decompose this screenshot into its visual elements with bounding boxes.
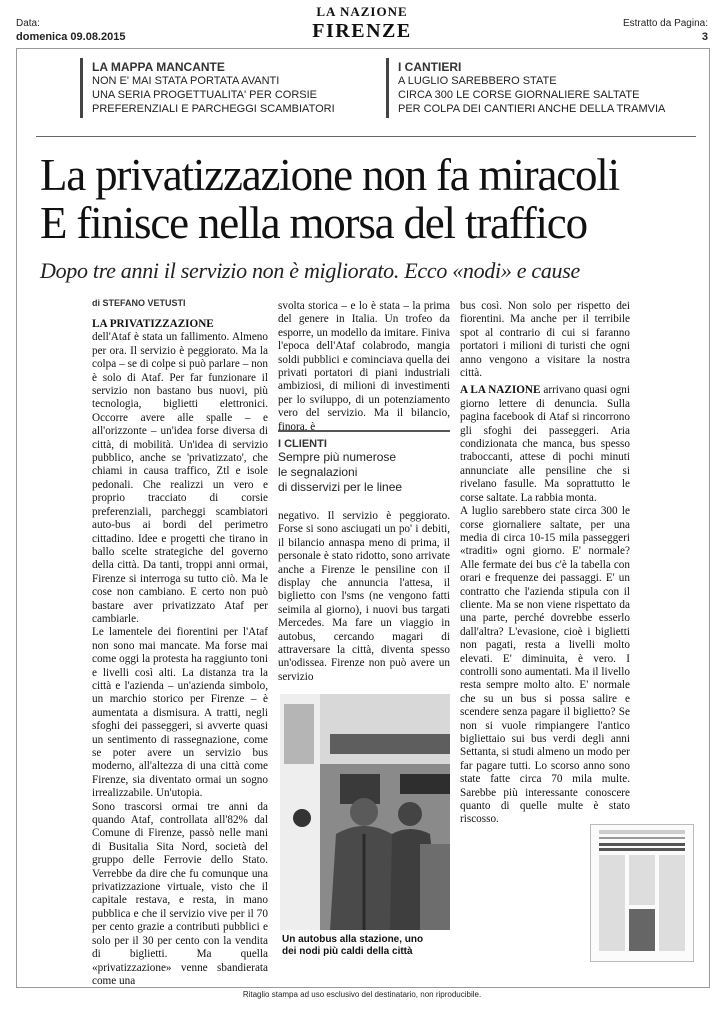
article-column-3 bbox=[460, 300, 630, 827]
subhead: Dopo tre anni il servizio non è migliorato. Ecco «nodi» e cause bbox=[40, 258, 580, 283]
page-number: 3 bbox=[701, 31, 708, 43]
sidebar-line: di disservizi per le linee bbox=[278, 480, 403, 494]
article-text: bus così. Non solo per rispetto dei fiorentini. Ma anche per il terribile spot al contrario di cui si faranno portatori i milioni di turisti che ogni anno vengono a visitare la nostra città. bbox=[460, 300, 630, 380]
kicker-cantieri bbox=[398, 60, 665, 116]
article-text: Le lamentele dei fiorentini per l'Ataf non sono mai mancate. Ma forse mai come oggi la protesta ha raggiunto toni e livelli così alti. La distanza tra la città e l'azienda – un'azienda simbolo, un marchio storico per Firenze – è aumentata a dismisura. A tratti, negli sfoghi dei passeggeri, si avverte quasi un sentimento di rassegnazione, come se poter avere un servizio bus moderno, all'altezza di una città come Firenze, sia diventato ormai un sogno irrealizzabile. Un'utopia. bbox=[92, 626, 268, 800]
extract-label: Estratto da Pagina: bbox=[622, 18, 708, 29]
bus-station-photo bbox=[280, 694, 450, 930]
kicker-line: UNA SERIA PROGETTUALITA' PER CORSIE bbox=[92, 89, 318, 101]
article-text: Sono trascorsi ormai tre anni da quando Ataf, controllata all'82% dal Comune di Firenze, passò nelle mani di Busitalia Sita Nord, società del gruppo delle Ferrovie dello Stato. Verrebbe da dire che fu comunque una privatizzazione virtuale, visto che il capitale restava, e resta, in mano pubblica e che il servizio vive per il 70 per cento grazie a contributi pubblici e solo per il 30 per cento con la vendita di biglietti. Ma quella «privatizzazione» venne sbandierata come una bbox=[92, 800, 268, 987]
kicker-bar-right bbox=[386, 58, 389, 118]
article-text: negativo. Il servizio è peggiorato. Forse si sono asciugati un po' i debiti, il bilancio annaspa meno di prima, il personale è stato ridotto, sono arrivate anche a Firenze le pensiline con il display che annuncia l'attesa, il biglietto con l'sms (ne vengono fatti seimila al giorno), i nuovi bus targati Mercedes. Ma fare un viaggio in autobus, cercando magari di attraversare la città, diventa spesso un'odissea. Firenze non può avere un servizio bbox=[278, 510, 450, 683]
headline-line2: E finisce nella morsa del traffico bbox=[40, 198, 587, 248]
kicker-title: I CANTIERI bbox=[398, 60, 462, 74]
sidebar-title: I CLIENTI bbox=[278, 438, 327, 450]
article-text: svolta storica – e lo è stata – la prima del genere in Italia. Un trofeo da esporre, un modello da imitare. Finiva l'epoca dell'Ataf colabrodo, mangia soldi pubblici e cominciava quella dei privati portatori di piani industriali ambiziosi, di milioni di investimenti per lo sviluppo, di un potenziamento vero del servizio. Ma il bilancio, finora, è bbox=[278, 300, 450, 433]
kicker-bar-left bbox=[80, 58, 83, 118]
kicker-line: CIRCA 300 LE CORSE GIORNALIERE SALTATE bbox=[398, 89, 640, 101]
article-text: arrivano quasi ogni giorno lettere di denuncia. Sulla pagina facebook di Ataf si rincorrono gli sfoghi dei passeggeri. Aria condizionata che manca, bus spesso traboccanti, attese di pochi minuti annunciate alle pensiline che si rivelano fasulle. Ma soprattutto le corse saltate. La rabbia monta. bbox=[460, 384, 630, 504]
lead-in: A LA NAZIONE bbox=[460, 384, 541, 397]
lead-in: LA PRIVATIZZAZIONE bbox=[92, 318, 214, 330]
kicker-title: LA MAPPA MANCANTE bbox=[92, 60, 225, 74]
kicker-line: NON E' MAI STATA PORTATA AVANTI bbox=[92, 75, 280, 87]
photo-svg bbox=[280, 694, 450, 930]
sidebar-line: Sempre più numerose bbox=[278, 450, 397, 464]
article-column-2b bbox=[278, 510, 450, 684]
article-column-1 bbox=[92, 318, 268, 988]
headline-line1: La privatizzazione non fa miracoli bbox=[40, 150, 619, 200]
footer-notice: Ritaglio stampa ad uso esclusivo del destinatario, non riproducibile. bbox=[242, 990, 482, 999]
kicker-line: A LUGLIO SAREBBERO STATE bbox=[398, 75, 557, 87]
sidebar-box bbox=[278, 430, 450, 495]
divider bbox=[36, 136, 696, 137]
masthead-city: FIRENZE bbox=[312, 20, 412, 42]
article-text: A luglio sarebbero state circa 300 le corse giornaliere saltate, per una media di circa 10-15 mila passeggeri «traditi» ogni giorno. E' normale? Alle fermate dei bus c'è la tabella con orari e frequenze dei passaggi. E' un contratto che l'azienda stipula con il cliente. Ma se non viene rispettato da una parte, perché dovrebbe esserlo dall'altra? L'evasione, cioè i biglietti non pagati, resta a livelli molto elevati. E' diminuita, è vero. I controlli sono aumentati. Ma il livello resta sempre molto alto. E' normale che su un bus si possa salire e scendere senza pagare il biglietto? Se non si vuole rimpiangere l'antico bigliettaio sui bus verdi degli anni Settanta, si studi almeno un modo per far pagare tutti. Lo scorso anno sono state fatte circa 70 mila multe. Sarebbe più interessante conoscere quanto di quelle multe è stato riscosso. bbox=[460, 505, 630, 826]
byline: di STEFANO VETUSTI bbox=[92, 298, 186, 308]
kicker-mappa bbox=[92, 60, 335, 116]
article-column-2 bbox=[278, 300, 450, 434]
page-thumbnail bbox=[590, 824, 694, 962]
kicker-line: PER COLPA DEI CANTIERI ANCHE DELLA TRAMVIA bbox=[398, 103, 666, 115]
photo-caption bbox=[282, 934, 452, 958]
article-text: dell'Ataf è stata un fallimento. Almeno per ora. Il servizio è peggiorato. Ma la colpa – se di colpe si può parlare – non è solo di Ataf. Per far funzionare il servizio non bastano bus nuovi, più tecnologia, biglietti elettronici. Occorre avere alle spalle – e all'orizzonte – un'idea forse diversa di città, di mobilità. Un'idea di servizio pubblico, anche se 'privatizzato', che chiami in causa traffico, Ztl e isole pedonali. Che realizzi un vero e proprio tracciato di corsie preferenziali, parcheggi scambiatori auto-bus ai bordi del perimetro cittadino. Idee e progetti che tirano in ballo scelte strategiche del governo della città. Da tanti, troppi anni ormai, Firenze si interroga su tutto ciò. Ma le cose non cambiano. E certo non può bastare aver privatizzato Ataf per cambiarle. bbox=[92, 331, 268, 625]
kicker-line: PREFERENZIALI E PARCHEGGI SCAMBIATORI bbox=[92, 103, 335, 115]
caption-line: Un autobus alla stazione, uno bbox=[282, 934, 424, 945]
sidebar-line: le segnalazioni bbox=[278, 465, 358, 479]
caption-line: dei nodi più caldi della città bbox=[282, 946, 413, 957]
thumbnail-svg bbox=[591, 825, 693, 961]
masthead-top: LA NAZIONE bbox=[316, 4, 408, 19]
date-label: Data: bbox=[16, 18, 40, 29]
date-value: domenica 09.08.2015 bbox=[16, 31, 126, 43]
